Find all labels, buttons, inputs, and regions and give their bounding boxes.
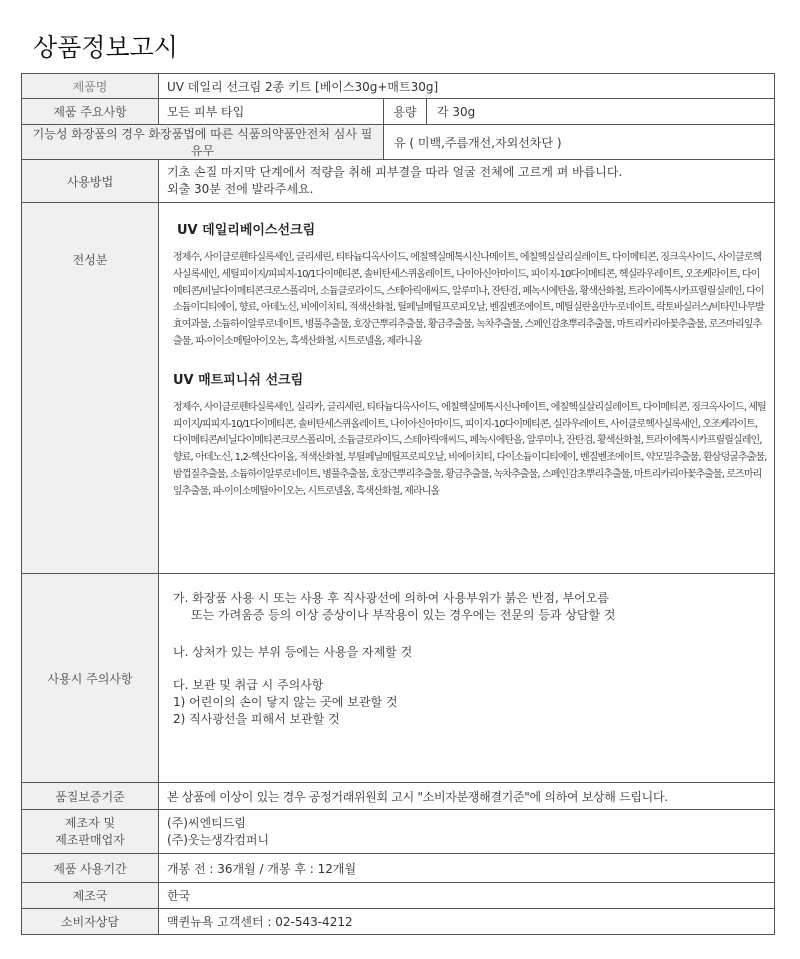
volume-value: 각 30g <box>427 99 775 125</box>
caution-na: 나. 상처가 있는 부위 등에는 사용을 자제할 것 <box>173 645 413 659</box>
country-label: 제조국 <box>22 883 159 909</box>
matte-sunscreen-ingredients: 정제수, 사이클로펜타실록세인, 실리카, 글리세린, 티타늄디옥사이드, 에칠헥실메톡시신나메이트, 에칠헥실살리실레이트, 다이메티콘, 징크옥사이드, 세틸피이지/피피지-10/1다이메티콘, 솔비탄세스퀴올레이트, 나이아신아마이드, 피이지-10다이메티콘, 실라우레이트, 사이클로헥사실록세인, 오조케라이트, 다이메티콘/비닐다이메티콘크로스폴리머, 소듐클로라이드, 스테아릭애씨드, 페녹시에탄올, 알루미나, 잔탄검, 황색산화철, 트라이에톡시카프릴릴실레인, 향료, 아데노신, 1,2-헥산다이올, 적색산화철, 부틸페닐메틸프로피오날, 비에이치티, 다이소듐이디티에이, 벤질벤조에이트, 약모밀추출물, 환삼덩굴추출물, 밤껍질추출물, 소듐하이알루로네이트, 병풀추출물, 호장근뿌리추출물, 황금추출물, 녹차추출물, 스페인감초뿌리추출물, 마트리카리아꽃추출물, 로즈마리잎추출물, 파-이이소메틸아이오논, 시트로넬올, 흑색산화철, 제라니올 <box>173 401 767 497</box>
product-spec-label: 제품 주요사항 <box>22 99 159 125</box>
row-consult <box>22 909 775 935</box>
quality-value: 본 상품에 이상이 있는 경우 공정거래위원회 고시 "소비자분쟁해결기준"에 의하여 보상해 드립니다. <box>159 783 775 810</box>
period-label: 제품 사용기간 <box>22 854 159 883</box>
page-title: 상품정보고시 <box>33 33 178 62</box>
manufacturer-value-line1: (주)씨엔티드림 <box>167 815 246 830</box>
volume-label: 용량 <box>384 99 427 125</box>
caution-label: 사용시 주의사항 <box>22 574 159 783</box>
ingredients-label: 전성분 <box>22 203 159 574</box>
caution-ga-line1: 가. 화장품 사용 시 또는 사용 후 직사광선에 의하여 사용부위가 붉은 반점, 부어오름 <box>173 591 609 605</box>
row-product-name <box>22 74 775 99</box>
functional-label: 기능성 화장품의 경우 화장품법에 따른 식품의약품안전처 심사 필 유무 <box>22 125 384 160</box>
country-value: 한국 <box>159 883 775 909</box>
caution-da-1: 1) 어린이의 손이 닿지 않는 곳에 보관할 것 <box>173 695 398 709</box>
consult-value: 맥퀸뉴욕 고객센터 : 02-543-4212 <box>159 909 775 935</box>
row-quality <box>22 783 775 810</box>
manufacturer-label-line1: 제조자 및 <box>64 815 116 830</box>
row-ingredients <box>22 203 775 574</box>
row-country <box>22 883 775 909</box>
caution-ga-line2: 또는 가려움증 등의 이상 증상이나 부작용이 있는 경우에는 전문의 등과 상담할 것 <box>191 608 616 622</box>
product-spec-value: 모든 피부 타입 <box>159 99 384 125</box>
row-functional <box>22 125 775 160</box>
usage-line-1: 기초 손질 마지막 단계에서 적량을 취해 피부결을 따라 얼굴 전체에 고르게 펴 바릅니다. <box>167 165 623 179</box>
usage-label: 사용방법 <box>22 160 159 203</box>
caution-content <box>159 574 774 728</box>
period-value: 개봉 전 : 36개월 / 개봉 후 : 12개월 <box>159 854 775 883</box>
row-product-spec <box>22 99 775 125</box>
product-name-value: UV 데일리 선크림 2종 키트 [베이스30g+매트30g] <box>159 74 775 99</box>
usage-value <box>159 160 775 203</box>
manufacturer-label <box>22 810 159 854</box>
product-info-table <box>21 73 775 935</box>
usage-line-2: 외출 30분 전에 발라주세요. <box>167 182 314 196</box>
row-manufacturer <box>22 810 775 854</box>
manufacturer-value <box>159 810 775 854</box>
functional-value: 유 ( 미백,주름개선,자외선차단 ) <box>384 125 775 160</box>
base-sunscreen-ingredients: 정제수, 사이클로펜타실록세인, 글리세린, 티타늄디옥사이드, 에칠헥실메톡시신나메이트, 에칠헥실살리실레이트, 다이메티콘, 징크옥사이드, 사이클로헥사실록세인, 세틸피이지/피피지-10/1다이메티콘, 솔비탄세스퀴올레이트, 나이아신아마이드, 피이지-10다이메티콘, 헥실라우레이트, 오조케라이트, 다이메티콘/비닐다이메티콘크로스폴리머, 소듐클로라이드, 스테아릭애씨드, 알루미나, 잔탄검, 페녹시에탄올, 황색산화철, 트라이에톡시카프릴릴실레인, 다이소듐이디티에이, 향료, 아데노신, 비에이치티, 적색산화철, 틸페닐메틸프로피오날, 벤질벤조에이트, 메틸실란올만누로네이트, 락토바실러스/비타민나무발효여과물, 소듐하이알루로네이트, 병풀추출물, 호장근뿌리추출물, 황금추출물, 녹차추출물, 스페인감초뿌리추출물, 마트리카리아꽃추출물, 로즈마리잎추출물, 파-이이소메틸아이오논, 흑색산화철, 시트로넬올, 제라니올 <box>173 252 764 347</box>
caution-value <box>159 574 775 783</box>
ingredients-value <box>159 203 775 574</box>
product-name-label: 제품명 <box>22 74 159 99</box>
matte-sunscreen-title: UV 매트피니쉬 선크림 <box>173 372 304 388</box>
row-caution <box>22 574 775 783</box>
row-usage <box>22 160 775 203</box>
consult-label: 소비자상담 <box>22 909 159 935</box>
manufacturer-value-line2: (주)웃는생각컴퍼니 <box>167 832 270 847</box>
caution-da: 다. 보관 및 취급 시 주의사항 <box>173 678 324 692</box>
manufacturer-label-line2: 제조판매업자 <box>55 832 125 847</box>
row-period <box>22 854 775 883</box>
ingredients-content <box>159 203 774 509</box>
quality-label: 품질보증기준 <box>22 783 159 810</box>
caution-da-2: 2) 직사광선을 피해서 보관할 것 <box>173 712 340 726</box>
base-sunscreen-title: UV 데일리베이스선크림 <box>177 223 316 238</box>
